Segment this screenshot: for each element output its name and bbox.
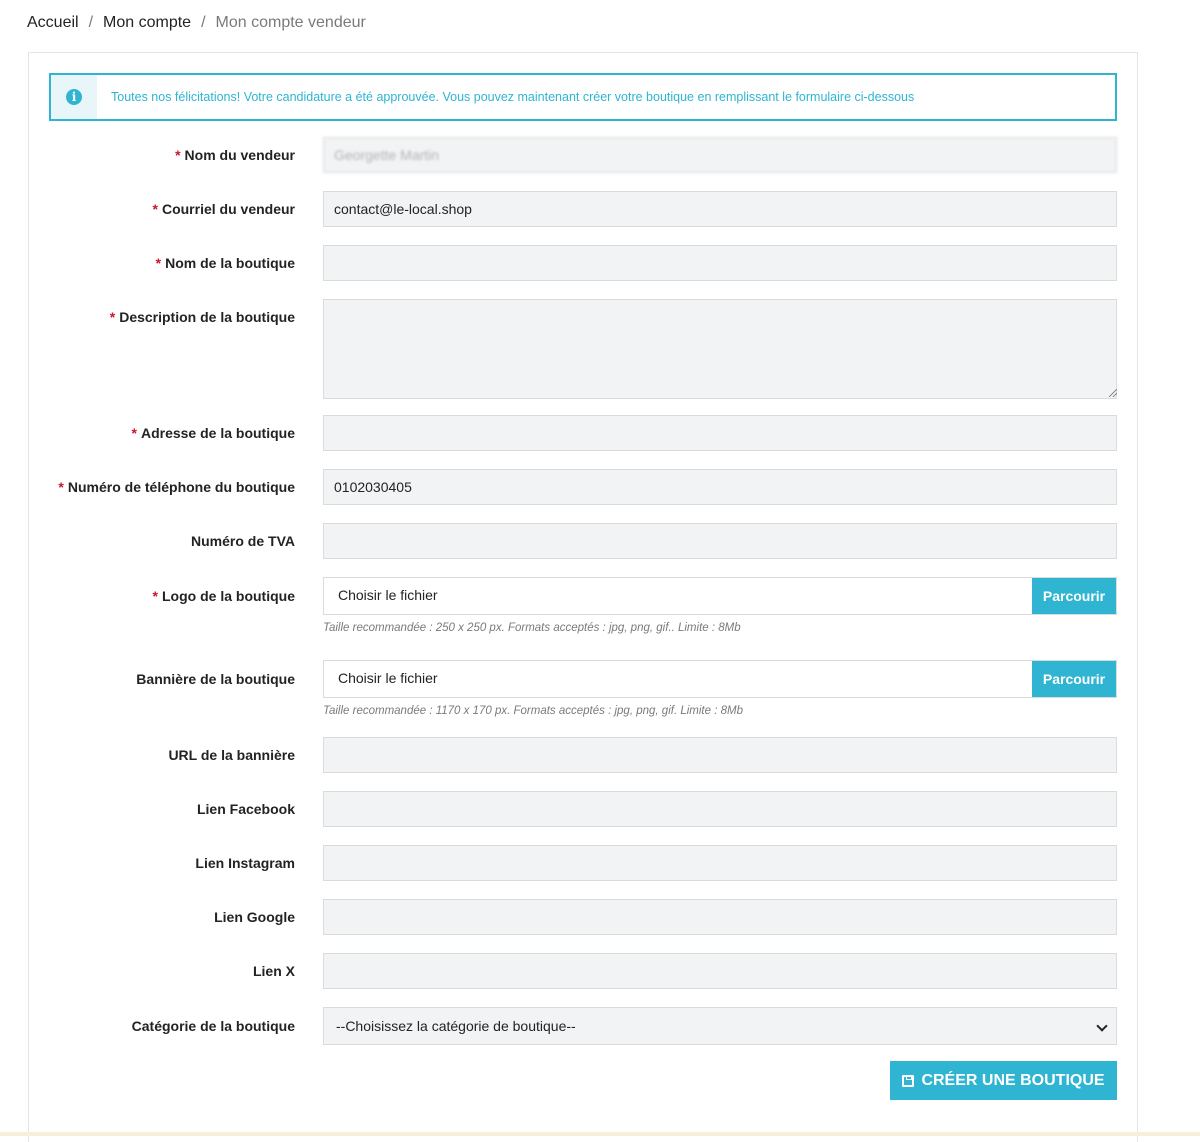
seller-form-card xyxy=(28,52,1138,1142)
instagram-label: Lien Instagram xyxy=(195,855,295,871)
create-shop-button[interactable] xyxy=(890,1061,1117,1100)
instagram-input[interactable] xyxy=(323,845,1117,881)
breadcrumb xyxy=(27,14,366,32)
shop-address-input[interactable] xyxy=(323,415,1117,451)
logo-file-input[interactable] xyxy=(323,577,1117,615)
breadcrumb-separator: / xyxy=(201,14,206,31)
shop-name-label: * Nom de la boutique xyxy=(155,255,295,271)
shop-address-label: * Adresse de la boutique xyxy=(131,425,295,441)
logo-file-text: Choisir le fichier xyxy=(338,587,438,603)
info-icon: i xyxy=(66,89,82,105)
success-alert xyxy=(49,73,1117,121)
vendor-name-input[interactable]: Georgette Martin xyxy=(323,137,1117,173)
footer-strip xyxy=(0,1132,1200,1136)
breadcrumb-home[interactable]: Accueil xyxy=(27,14,79,31)
banner-label: Bannière de la boutique xyxy=(136,671,295,687)
shop-phone-label: * Numéro de téléphone du boutique xyxy=(58,479,295,495)
vat-input[interactable] xyxy=(323,523,1117,559)
facebook-input[interactable] xyxy=(323,791,1117,827)
vat-label: Numéro de TVA xyxy=(191,533,295,549)
shop-description-label: * Description de la boutique xyxy=(109,309,295,325)
category-selected-value: --Choisissez la catégorie de boutique-- xyxy=(336,1018,576,1034)
shop-name-input[interactable] xyxy=(323,245,1117,281)
banner-url-label: URL de la bannière xyxy=(168,747,295,763)
logo-browse-button[interactable]: Parcourir xyxy=(1032,578,1116,614)
alert-message: Toutes nos félicitations! Votre candidature a été approuvée. Vous pouvez maintenant créer votre boutique en remplissant le formulaire ci-dessous xyxy=(111,90,915,104)
banner-url-input[interactable] xyxy=(323,737,1117,773)
x-input[interactable] xyxy=(323,953,1117,989)
banner-browse-button[interactable]: Parcourir xyxy=(1032,661,1116,697)
resize-grip-icon[interactable] xyxy=(1109,389,1117,397)
breadcrumb-current: Mon compte vendeur xyxy=(215,14,366,31)
logo-label: * Logo de la boutique xyxy=(152,588,295,604)
google-input[interactable] xyxy=(323,899,1117,935)
shop-phone-input[interactable]: 0102030405 xyxy=(323,469,1117,505)
banner-file-input[interactable] xyxy=(323,660,1117,698)
chevron-down-icon xyxy=(1096,1020,1107,1031)
shop-description-textarea[interactable] xyxy=(323,299,1117,399)
logo-hint: Taille recommandée : 250 x 250 px. Formats acceptés : jpg, png, gif.. Limite : 8Mb xyxy=(323,622,741,634)
google-label: Lien Google xyxy=(214,909,295,925)
vendor-email-input[interactable]: contact@le-local.shop xyxy=(323,191,1117,227)
facebook-label: Lien Facebook xyxy=(196,801,295,817)
category-select[interactable] xyxy=(323,1007,1117,1045)
vendor-name-label: * Nom du vendeur xyxy=(175,147,295,163)
breadcrumb-account[interactable]: Mon compte xyxy=(103,14,192,31)
x-label: Lien X xyxy=(252,963,295,979)
alert-icon-box xyxy=(51,75,97,119)
banner-file-text: Choisir le fichier xyxy=(338,670,438,686)
vendor-email-label: * Courriel du vendeur xyxy=(152,201,295,217)
save-icon xyxy=(902,1075,914,1087)
breadcrumb-separator: / xyxy=(88,14,94,31)
banner-hint: Taille recommandée : 1170 x 170 px. Formats acceptés : jpg, png, gif. Limite : 8Mb xyxy=(323,705,743,717)
create-shop-label: CRÉER UNE BOUTIQUE xyxy=(921,1071,1105,1089)
category-label: Catégorie de la boutique xyxy=(131,1018,295,1034)
